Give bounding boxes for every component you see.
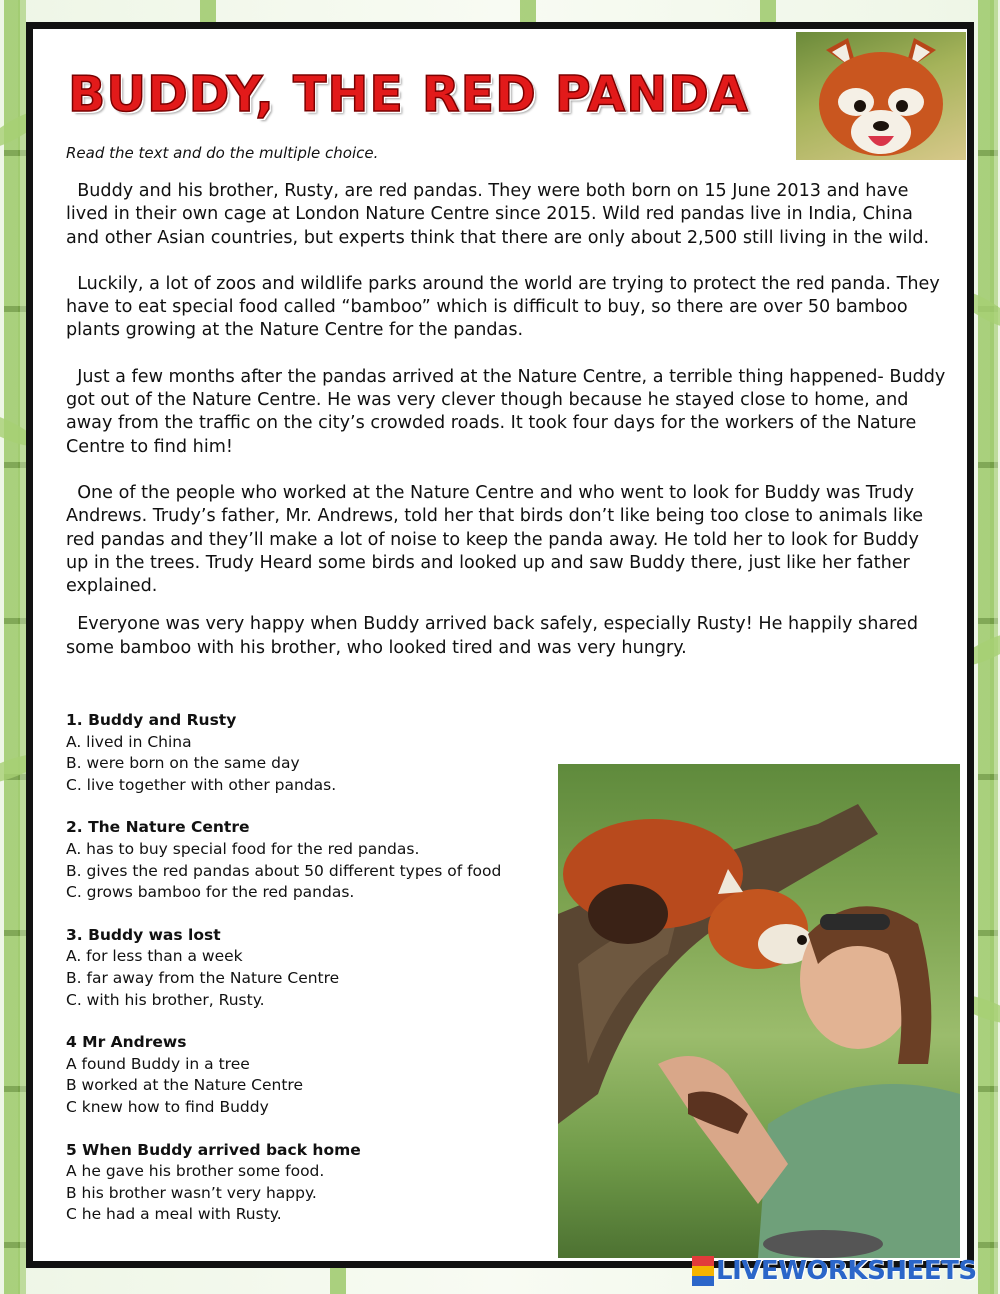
question-title: 4 Mr Andrews [66, 1033, 187, 1052]
bamboo-stalk [18, 0, 26, 1294]
paragraph-text: Just a few months after the pandas arrived at the Nature Centre, a terrible thing happened- Buddy got out of the Nature Centre. He was very clever though because he stayed close to home, and away from the traffic on the city’s crowded roads. It took four days for the workers of the Nature Centre to find him! [66, 366, 946, 457]
bamboo-stalk [760, 0, 776, 24]
paragraph-text: Luckily, a lot of zoos and wildlife parks around the world are trying to protect the red panda. They have to eat special food called “bamboo” which is difficult to buy, so there are over 50 bamboo plants growing at the Nature Centre for the pandas. [66, 273, 940, 341]
red-panda-face-image [796, 32, 966, 160]
bamboo-stalk [330, 1268, 346, 1294]
paragraph-text: Buddy and his brother, Rusty, are red pandas. They were both born on 15 June 2013 and have lived in their own cage at London Nature Centre since 2015. Wild red pandas live in India, China and other Asian countries, but experts think that there are only about 2,500 still living in the wild. [66, 181, 930, 248]
answer-option[interactable]: A. lived in China [66, 732, 192, 751]
question-title: 3. Buddy was lost [66, 925, 221, 944]
instruction-text: Read the text and do the multiple choice. [66, 144, 379, 162]
answer-option[interactable]: C. live together with other pandas. [66, 775, 337, 794]
watermark-text: LIVEWORKSHEETS [716, 1256, 977, 1286]
answer-option[interactable]: C. grows bamboo for the red pandas. [66, 883, 355, 902]
multiple-choice-questions [66, 710, 556, 1247]
worksheet-title: BUDDY, THE RED PANDA [68, 66, 749, 123]
question-title: 5 When Buddy arrived back home [66, 1140, 361, 1159]
question-title: 1. Buddy and Rusty [66, 711, 237, 729]
answer-option[interactable]: B. were born on the same day [66, 754, 300, 773]
red-panda-face-illustration [796, 32, 966, 160]
panda-and-woman-illustration [558, 764, 960, 1258]
answer-option[interactable]: C he had a meal with Rusty. [66, 1205, 282, 1224]
story-paragraph [66, 180, 946, 250]
question-1 [66, 710, 556, 796]
answer-option[interactable]: B. far away from the Nature Centre [66, 968, 340, 987]
answer-option[interactable]: B. gives the red pandas about 50 different types of food [66, 861, 502, 880]
answer-option[interactable]: A. has to buy special food for the red pandas. [66, 839, 420, 858]
liveworksheets-logo-icon [692, 1256, 714, 1286]
story-paragraph [66, 482, 946, 598]
story-text [66, 180, 946, 683]
answer-option[interactable]: A. for less than a week [66, 947, 243, 966]
paragraph-text: One of the people who worked at the Nature Centre and who went to look for Buddy was Trudy Andrews. Trudy’s father, Mr. Andrews, told her that birds don’t like being too close to animals like red pandas and they’ll make a lot of noise to keep the panda away. He told her to look for Buddy up in the trees. Trudy Heard some birds and looked up and saw Buddy there, just like her father explained. [66, 482, 924, 597]
answer-option[interactable]: B his brother wasn’t very happy. [66, 1183, 317, 1202]
panda-and-woman-photo [558, 764, 960, 1258]
answer-option[interactable]: C knew how to find Buddy [66, 1097, 269, 1116]
story-paragraph [66, 273, 946, 343]
question-2 [66, 817, 556, 903]
answer-option[interactable]: B worked at the Nature Centre [66, 1076, 304, 1095]
paragraph-text: Everyone was very happy when Buddy arrived back safely, especially Rusty! He happily shared some bamboo with his brother, who looked tired and was very hungry. [66, 614, 918, 658]
question-4 [66, 1032, 556, 1118]
answer-option[interactable]: A he gave his brother some food. [66, 1162, 325, 1181]
bamboo-stalk [200, 0, 216, 24]
question-5 [66, 1140, 556, 1226]
story-paragraph [66, 366, 946, 459]
answer-option[interactable]: C. with his brother, Rusty. [66, 990, 265, 1009]
answer-option[interactable]: A found Buddy in a tree [66, 1054, 250, 1073]
bamboo-stalk [520, 0, 536, 24]
liveworksheets-watermark [692, 1256, 977, 1286]
question-title: 2. The Nature Centre [66, 818, 250, 837]
story-paragraph [66, 613, 946, 660]
question-3 [66, 925, 556, 1011]
